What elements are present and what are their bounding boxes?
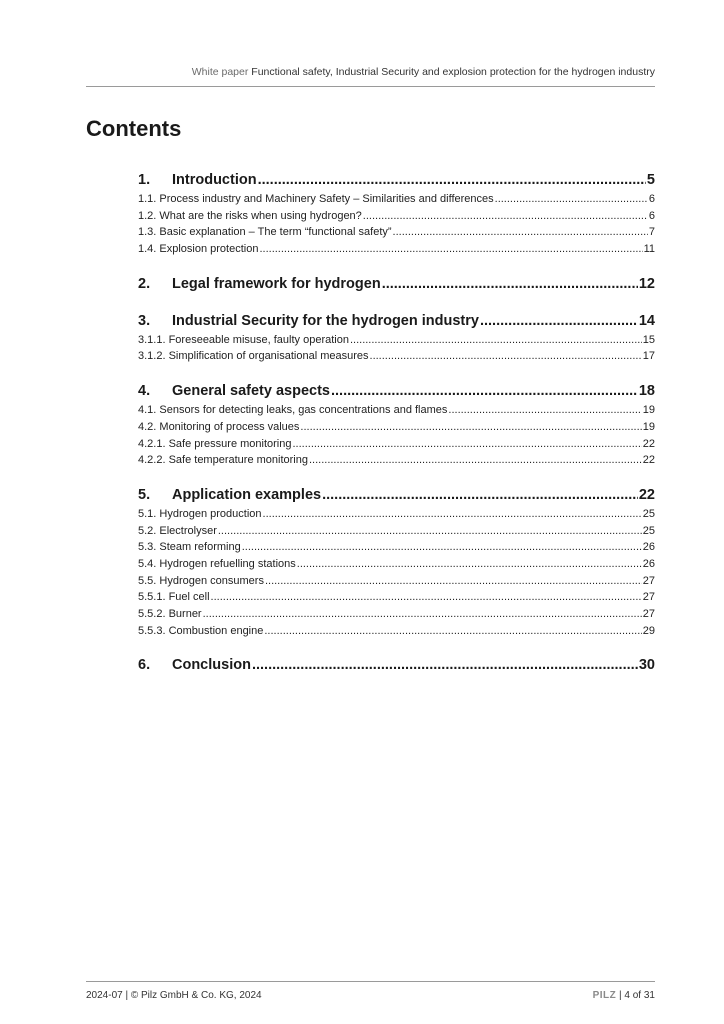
toc-leader-dots	[495, 191, 648, 208]
toc-leader-dots	[259, 241, 642, 258]
toc-page-number: 22	[642, 437, 655, 450]
toc-subsection-title: 1.3. Basic explanation – The term “functional safety”	[138, 226, 392, 239]
toc-subsection-title: 5.5.1. Fuel cell	[138, 591, 210, 604]
toc-subsection-title: 5.5. Hydrogen consumers	[138, 574, 264, 587]
toc-page-number: 26	[642, 541, 655, 554]
toc-leader-dots	[264, 623, 641, 640]
toc-subsection-entry[interactable]	[138, 573, 655, 590]
toc-subsection-entry[interactable]	[138, 589, 655, 606]
toc-subsection-title: 4.1. Sensors for detecting leaks, gas concentrations and flames	[138, 404, 448, 417]
toc-chapter-entry[interactable]	[138, 654, 655, 676]
toc-subsection-title: 5.3. Steam reforming	[138, 541, 241, 554]
toc-page-number: 11	[643, 243, 655, 256]
toc-subsection-entry[interactable]	[138, 419, 655, 436]
toc-page-number: 18	[638, 383, 655, 400]
toc-chapter-number: 3.	[138, 312, 151, 329]
toc-subsection-title: 3.1.1. Foreseeable misuse, faulty operation	[138, 333, 349, 346]
toc-page-number: 14	[638, 312, 655, 329]
toc-chapter-number: 1.	[138, 172, 151, 188]
toc-subsection-entry[interactable]	[138, 224, 655, 241]
toc-page-number: 12	[638, 275, 655, 292]
toc-subsection-title: 5.1. Hydrogen production	[138, 507, 262, 520]
footer-divider	[86, 981, 655, 982]
toc-leader-dots	[300, 419, 641, 436]
toc-leader-dots	[370, 348, 642, 365]
toc-subsection-title: 4.2. Monitoring of process values	[138, 420, 300, 433]
toc-subsection-title: 4.2.2. Safe temperature monitoring	[138, 454, 308, 467]
toc-subsection-title: 1.4. Explosion protection	[138, 243, 259, 256]
footer-separator: |	[619, 990, 622, 1001]
toc-subsection-entry[interactable]	[138, 556, 655, 573]
toc-subsection-title: 3.1.2. Simplification of organisational measures	[138, 350, 369, 363]
toc-chapter-title: Legal framework for hydrogen	[172, 275, 381, 292]
toc-subsection-entry[interactable]	[138, 523, 655, 540]
toc-chapter-entry[interactable]	[138, 273, 655, 295]
toc-leader-dots	[363, 208, 648, 225]
table-of-contents	[138, 169, 655, 691]
toc-leader-dots	[263, 506, 642, 523]
toc-leader-dots	[252, 654, 638, 676]
header-prefix: White paper	[191, 66, 249, 78]
toc-section	[138, 310, 655, 365]
toc-chapter-number: 6.	[138, 657, 151, 674]
toc-subsection-title: 5.5.2. Burner	[138, 608, 202, 620]
toc-section	[138, 380, 655, 469]
toc-leader-dots	[265, 573, 642, 590]
toc-subsection-entry[interactable]	[138, 506, 655, 523]
toc-leader-dots	[203, 606, 642, 623]
toc-section	[138, 273, 655, 295]
toc-page-number: 29	[642, 624, 655, 637]
header-divider	[86, 86, 655, 87]
toc-subsection-entry[interactable]	[138, 402, 655, 419]
toc-subsection-title: 5.5.3. Combustion engine	[138, 624, 264, 637]
toc-leader-dots	[480, 310, 638, 332]
toc-leader-dots	[297, 556, 642, 573]
contents-title: Contents	[86, 116, 182, 141]
toc-page-number: 6	[648, 193, 655, 205]
toc-chapter-title: Conclusion	[172, 657, 251, 674]
toc-chapter-entry[interactable]	[138, 169, 655, 191]
toc-leader-dots	[331, 380, 638, 402]
toc-page-number: 26	[642, 557, 655, 570]
toc-page-number: 30	[638, 657, 655, 674]
page-header	[192, 66, 655, 78]
toc-page-number: 19	[642, 420, 655, 433]
toc-section	[138, 169, 655, 258]
toc-page-number: 22	[642, 454, 655, 467]
toc-leader-dots	[448, 402, 641, 419]
toc-subsection-title: 5.2. Electrolyser	[138, 524, 217, 537]
toc-subsection-entry[interactable]	[138, 606, 655, 623]
toc-subsection-title: 1.2. What are the risks when using hydrogen?	[138, 209, 362, 222]
toc-leader-dots	[258, 169, 646, 191]
toc-subsection-entry[interactable]	[138, 208, 655, 225]
toc-leader-dots	[393, 224, 648, 241]
toc-subsection-entry[interactable]	[138, 191, 655, 208]
toc-chapter-entry[interactable]	[138, 484, 655, 506]
toc-leader-dots	[211, 589, 642, 606]
toc-page-number: 27	[642, 574, 655, 587]
toc-subsection-title: 1.1. Process industry and Machinery Safety – Similarities and differences	[138, 193, 494, 205]
toc-leader-dots	[292, 436, 641, 453]
footer-copyright: 2024-07 | © Pilz GmbH & Co. KG, 2024	[86, 990, 262, 1001]
page-number: 4 of 31	[624, 990, 655, 1001]
toc-chapter-title: Industrial Security for the hydrogen industry	[172, 312, 479, 329]
toc-page-number: 5	[646, 172, 655, 188]
header-title: Functional safety, Industrial Security and explosion protection for the hydrogen industry	[251, 66, 655, 78]
toc-leader-dots	[242, 539, 642, 556]
toc-page-number: 17	[642, 350, 655, 363]
toc-section	[138, 484, 655, 640]
toc-subsection-entry[interactable]	[138, 623, 655, 640]
toc-chapter-number: 4.	[138, 383, 151, 400]
toc-page-number: 25	[642, 507, 655, 520]
footer-right	[593, 990, 655, 1001]
toc-subsection-entry[interactable]	[138, 539, 655, 556]
toc-subsection-entry[interactable]	[138, 452, 655, 469]
toc-page-number: 22	[638, 486, 655, 503]
toc-leader-dots	[382, 273, 638, 295]
toc-page-number: 6	[648, 209, 655, 222]
toc-leader-dots	[350, 332, 642, 349]
toc-chapter-title: Introduction	[172, 172, 257, 188]
toc-leader-dots	[218, 523, 642, 540]
toc-chapter-number: 5.	[138, 486, 151, 503]
toc-page-number: 15	[642, 333, 655, 346]
toc-subsection-entry[interactable]	[138, 332, 655, 349]
pilz-logo: PILZ	[592, 990, 617, 1001]
toc-subsection-entry[interactable]	[138, 241, 655, 258]
toc-chapter-number: 2.	[138, 275, 151, 292]
toc-page-number: 7	[648, 226, 655, 239]
toc-page-number: 27	[642, 608, 655, 620]
toc-chapter-entry[interactable]	[138, 380, 655, 402]
toc-subsection-title: 5.4. Hydrogen refuelling stations	[138, 557, 296, 570]
toc-page-number: 19	[642, 404, 655, 417]
toc-subsection-title: 4.2.1. Safe pressure monitoring	[138, 437, 292, 450]
toc-chapter-title: General safety aspects	[172, 383, 330, 400]
toc-page-number: 27	[642, 591, 655, 604]
toc-page-number: 25	[642, 524, 655, 537]
toc-leader-dots	[309, 452, 642, 469]
toc-chapter-entry[interactable]	[138, 310, 655, 332]
toc-subsection-entry[interactable]	[138, 348, 655, 365]
toc-section	[138, 654, 655, 676]
toc-leader-dots	[322, 484, 638, 506]
toc-subsection-entry[interactable]	[138, 436, 655, 453]
toc-chapter-title: Application examples	[172, 486, 322, 503]
